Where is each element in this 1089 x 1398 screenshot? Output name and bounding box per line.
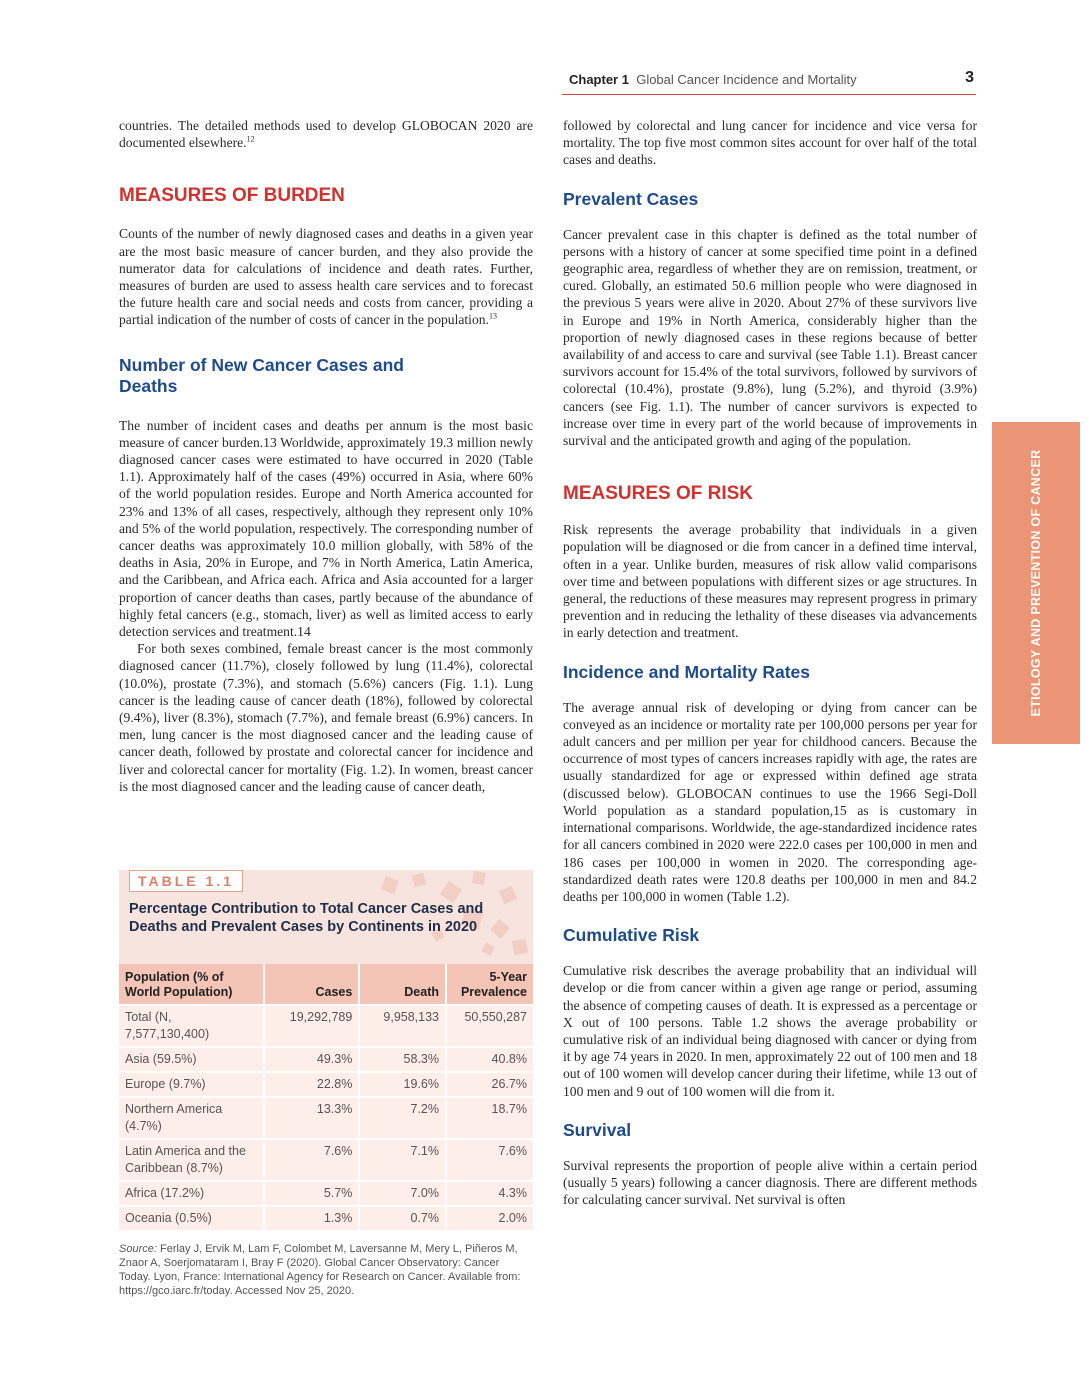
row-label: Oceania (0.5%) — [119, 1206, 264, 1231]
row-label: Africa (17.2%) — [119, 1181, 264, 1206]
rates-paragraph: The average annual risk of developing or dying from cancer can be conveyed as an incidence or mortality rate per 100,000 persons per year for adult cancers and per million per year for childhood cancers. Because the occurrence of most types of cancers increases rapidly with age, the rates are usually standardized for age or expressed within defined age strata (discussed below). GLOBOCAN continues to use the 1966 Segi-Doll World population as a standard population,15 as is customary in international comparisons. Worldwide, the age-standardized incidence rates for all cancers combined in 2020 were 222.0 cases per 100,000 in men and 186 cases per 100,000 in women in 2020. The corresponding age-standardized death rates were 120.8 deaths per 100,000 in men and 84.2 deaths per 100,000 in women (Table 1.2). — [563, 699, 977, 904]
table-source-note — [119, 1242, 533, 1298]
heading-prevalent-cases: Prevalent Cases — [563, 188, 699, 209]
survival-paragraph: Survival represents the proportion of people alive within a certain period (usually 5 years) following a cancer diagnosis. There are different methods for calculating cancer survival. Net survival is often — [563, 1157, 977, 1208]
page-number: 3 — [965, 69, 974, 86]
table-tag: TABLE 1.1 — [129, 870, 243, 892]
continuation-paragraph: followed by colorectal and lung cancer for incidence and vice versa for mortality. The top five most common sites account for over half of the total cases and deaths. — [563, 118, 977, 168]
cell-cases: 13.3% — [264, 1097, 359, 1139]
running-header — [562, 68, 976, 95]
table-row — [119, 1097, 533, 1139]
heading-incidence-mortality-rates: Incidence and Mortality Rates — [563, 661, 811, 682]
new-cases-paragraph: The number of incident cases and deaths per annum is the most basic measure of cancer burden.13 Worldwide, approximately 19.3 million newly diagnosed cancer cases were estimated to have occurred in 2020 (Table 1.1). Approximately half of the cases (49%) occurred in Asia, where 60% of the world population resides. Europe and North America accounted for 23% and 13% of all cases, respectively, although they represent only 10% and 5% of the world population, respectively. The corresponding number of cancer deaths was approximately 10.0 million globally, with 58% of the deaths in Asia, 20% in Europe, and 7% in North America, Latin America, and the Caribbean, and Africa each. Africa and Asia accounted for a larger proportion of cancer deaths than cases, partly because of the abundance of highly fetal cancers (e.g., stomach, liver) as well as limited access to early detection services and treatment.14 — [119, 417, 533, 640]
column-header-prevalence: 5-Year Prevalence — [446, 964, 533, 1005]
table-header-panel — [119, 870, 533, 964]
risk-paragraph: Risk represents the average probability that individuals in a given population will be diagnosed or die from cancer in a defined time interval, often in a year. Unlike burden, measures of risk allow valid comparisons over time and between populations with different sizes or age structures. In general, the reductions of these measures may represent progress in primary prevention and in reducing the lethality of these diseases via advancements in early detection and treatment. — [563, 522, 977, 641]
cell-prevalence: 2.0% — [446, 1206, 533, 1231]
intro-paragraph — [119, 117, 533, 151]
cell-death: 9,958,133 — [359, 1005, 446, 1047]
column-header-cases: Cases — [264, 964, 359, 1005]
right-column — [563, 117, 977, 1208]
side-tab-label: ETIOLOGY AND PREVENTION OF CANCER — [1029, 449, 1043, 717]
table-header-row — [119, 964, 533, 1005]
table-data — [119, 964, 533, 1232]
left-column — [119, 117, 533, 795]
burden-text: Counts of the number of newly diagnosed cases and deaths in a given year are the most basic measure of cancer burden, and they also provide the numerator data for calculations of incidence and death rates. Further, measures of burden are used to assess health care services and to forecast the future health care and social needs and costs from cancer, providing a partial indication of the number of costs of cancer in the population. — [119, 226, 533, 328]
source-text: Ferlay J, Ervik M, Lam F, Colombet M, Laversanne M, Mery L, Piñeros M, Znaor A, Soerjomataram I, Bray F (2020). Global Cancer Observatory: Cancer Today. Lyon, France: International Agency for Research on Cancer. Available from: https://gco.iarc.fr/today. Accessed Nov 25, 2020. — [119, 1243, 521, 1297]
burden-paragraph — [119, 225, 533, 328]
cell-prevalence: 40.8% — [446, 1047, 533, 1072]
cell-cases: 49.3% — [264, 1047, 359, 1072]
heading-new-cancer-cases: Number of New Cancer Cases and Deaths — [119, 354, 404, 396]
source-label: Source: — [119, 1243, 157, 1255]
both-sexes-paragraph: For both sexes combined, female breast cancer is the most commonly diagnosed cancer (11.7%), closely followed by lung (11.4%), colorectal (10.0%), prostate (7.3%), and stomach (5.6%) cancers (Fig. 1.1). Lung cancer is the leading cause of cancer death (18%), followed by colorectal (9.4%), liver (8.3%), stomach (7.7%), and female breast (6.9%) cancers. In men, lung cancer is the most diagnosed cancer and the leading cause of cancer death, followed by prostate and colorectal cancer for incidence and liver and colorectal cancer for mortality (Fig. 1.2). In women, breast cancer is the most diagnosed cancer and the leading cause of cancer death, — [119, 641, 533, 794]
cell-cases: 22.8% — [264, 1072, 359, 1097]
table-row — [119, 1206, 533, 1231]
heading-cumulative-risk: Cumulative Risk — [563, 925, 700, 946]
cell-death: 7.1% — [359, 1139, 446, 1181]
ref-13: 13 — [488, 311, 497, 321]
cell-cases: 7.6% — [264, 1139, 359, 1181]
chapter-heading — [569, 72, 857, 87]
table-row — [119, 1047, 533, 1072]
intro-text: countries. The detailed methods used to develop GLOBOCAN 2020 are documented elsewhere. — [119, 118, 533, 151]
cell-death: 19.6% — [359, 1072, 446, 1097]
cell-prevalence: 7.6% — [446, 1139, 533, 1181]
ref-12: 12 — [246, 134, 255, 144]
table-row — [119, 1181, 533, 1206]
column-header-death: Death — [359, 964, 446, 1005]
chapter-title: Global Cancer Incidence and Mortality — [636, 72, 857, 87]
row-label: Latin America and the Caribbean (8.7%) — [119, 1139, 264, 1181]
chapter-label: Chapter 1 — [569, 72, 629, 87]
cell-cases: 1.3% — [264, 1206, 359, 1231]
cell-death: 7.2% — [359, 1097, 446, 1139]
table-title: Percentage Contribution to Total Cancer Cases and Deaths and Prevalent Cases by Continents in 2020 — [129, 901, 484, 935]
section-side-tab — [992, 422, 1080, 744]
table-row — [119, 1072, 533, 1097]
row-label: Europe (9.7%) — [119, 1072, 264, 1097]
cell-prevalence: 4.3% — [446, 1181, 533, 1206]
column-header-population: Population (% of World Population) — [119, 964, 264, 1005]
cumulative-paragraph: Cumulative risk describes the average probability that an individual will develop or die from cancer within a given age range or period, assuming the absence of competing causes of death. It is expressed as a percentage or X out of 100 persons. Table 1.2 shows the average probability or cumulative risk of an individual being diagnosed with cancer or dying from it by age 74 years in 2020. In men, approximately 22 out of 100 men and 18 out of 100 women will develop cancer during their lifetime, while 13 out of 100 men and 9 out of 100 women will die from it. — [563, 963, 977, 1099]
cell-death: 58.3% — [359, 1047, 446, 1072]
row-label: Total (N, 7,577,130,400) — [119, 1005, 264, 1047]
cell-prevalence: 26.7% — [446, 1072, 533, 1097]
table-1-1 — [119, 870, 533, 1298]
heading-survival: Survival — [563, 1119, 632, 1140]
row-label: Northern America (4.7%) — [119, 1097, 264, 1139]
cell-prevalence: 18.7% — [446, 1097, 533, 1139]
row-label: Asia (59.5%) — [119, 1047, 264, 1072]
cell-death: 0.7% — [359, 1206, 446, 1231]
prevalent-paragraph: Cancer prevalent case in this chapter is defined as the total number of persons with a history of cancer at some specified time point in a defined geographic area, regardless of whether they are on remission, treatment, or cured. Globally, an estimated 50.6 million people who were diagnosed in the previous 5 years were alive in 2020. About 27% of these survivors live in Europe and 19% in North America, considerably higher than the proportion of newly diagnosed cases in these regions because of better availability of and access to care and survival (see Table 1.1). Breast cancer survivors account for 15.4% of the total survivors, followed by survivors of colorectal (10.4%), prostate (9.8%), lung (5.2%), and thyroid (3.9%) cancers (see Fig. 1.1). The number of cancer survivors is expected to increase over time in every part of the world because of improvements in survival and the anticipated growth and aging of the population. — [563, 226, 977, 449]
heading-measures-of-burden: MEASURES OF BURDEN — [119, 185, 345, 207]
heading-measures-of-risk: MEASURES OF RISK — [563, 483, 754, 505]
cell-cases: 19,292,789 — [264, 1005, 359, 1047]
cell-cases: 5.7% — [264, 1181, 359, 1206]
cell-prevalence: 50,550,287 — [446, 1005, 533, 1047]
table-row — [119, 1005, 533, 1047]
table-row — [119, 1139, 533, 1181]
cell-death: 7.0% — [359, 1181, 446, 1206]
